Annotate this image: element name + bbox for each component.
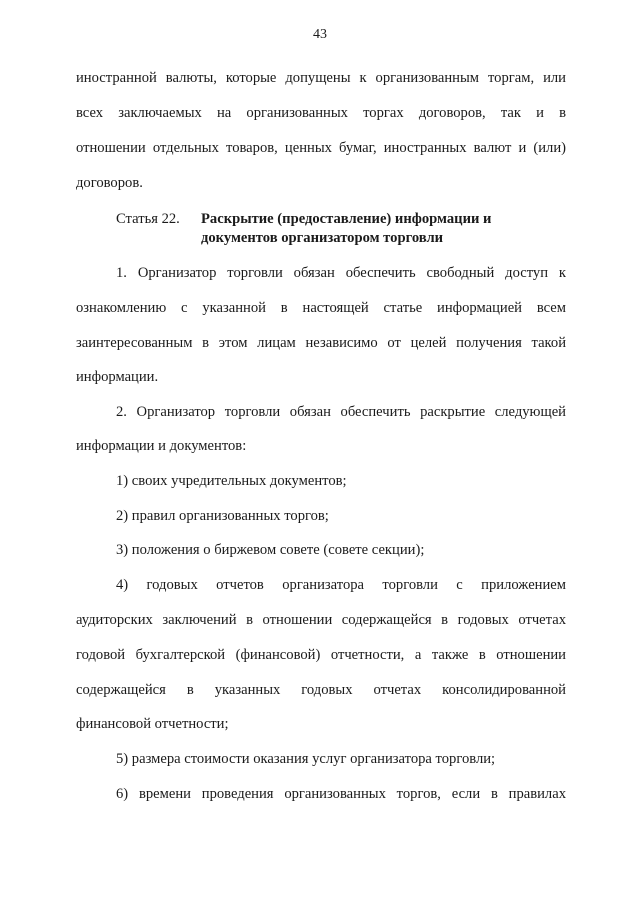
list-item: 2) правил организованных торгов; bbox=[116, 508, 329, 524]
text-line: содержащейся в указанных годовых отчетах консолидированной bbox=[76, 682, 566, 698]
article-title-line: документов организатором торговли bbox=[201, 230, 444, 246]
list-item: 5) размера стоимости оказания услуг организатора торговли; bbox=[116, 751, 496, 767]
list-item: 6) времени проведения организованных торгов, если в правилах bbox=[116, 786, 566, 802]
text-line: 1. Организатор торговли обязан обеспечить свободный доступ к bbox=[116, 265, 566, 281]
list-item: 3) положения о биржевом совете (совете секции); bbox=[116, 542, 425, 558]
text-line: договоров. bbox=[76, 175, 143, 191]
article-label: Статья 22. bbox=[116, 211, 180, 227]
text-line: аудиторских заключений в отношении содержащейся в годовых отчетах bbox=[76, 612, 566, 628]
text-line: информации и документов: bbox=[76, 438, 247, 454]
page-number: 43 bbox=[313, 27, 327, 42]
article-title-line: Раскрытие (предоставление) информации и bbox=[201, 211, 492, 227]
text-line: информации. bbox=[76, 369, 159, 385]
text-line: отношении отдельных товаров, ценных бумаг, иностранных валют и (или) bbox=[76, 140, 566, 156]
text-line: годовой бухгалтерской (финансовой) отчетности, а также в отношении bbox=[76, 647, 566, 663]
text-line: 2. Организатор торговли обязан обеспечить раскрытие следующей bbox=[116, 404, 566, 420]
text-line: иностранной валюты, которые допущены к организованным торгам, или bbox=[76, 70, 566, 86]
text-line: ознакомлению с указанной в настоящей статье информацией всем bbox=[76, 300, 566, 316]
text-line: финансовой отчетности; bbox=[76, 716, 229, 732]
list-item: 1) своих учредительных документов; bbox=[116, 473, 347, 489]
text-line: всех заключаемых на организованных торгах договоров, так и в bbox=[76, 105, 566, 121]
list-item: 4) годовых отчетов организатора торговли с приложением bbox=[116, 577, 566, 593]
text-line: заинтересованным в этом лицам независимо от целей получения такой bbox=[76, 335, 566, 351]
